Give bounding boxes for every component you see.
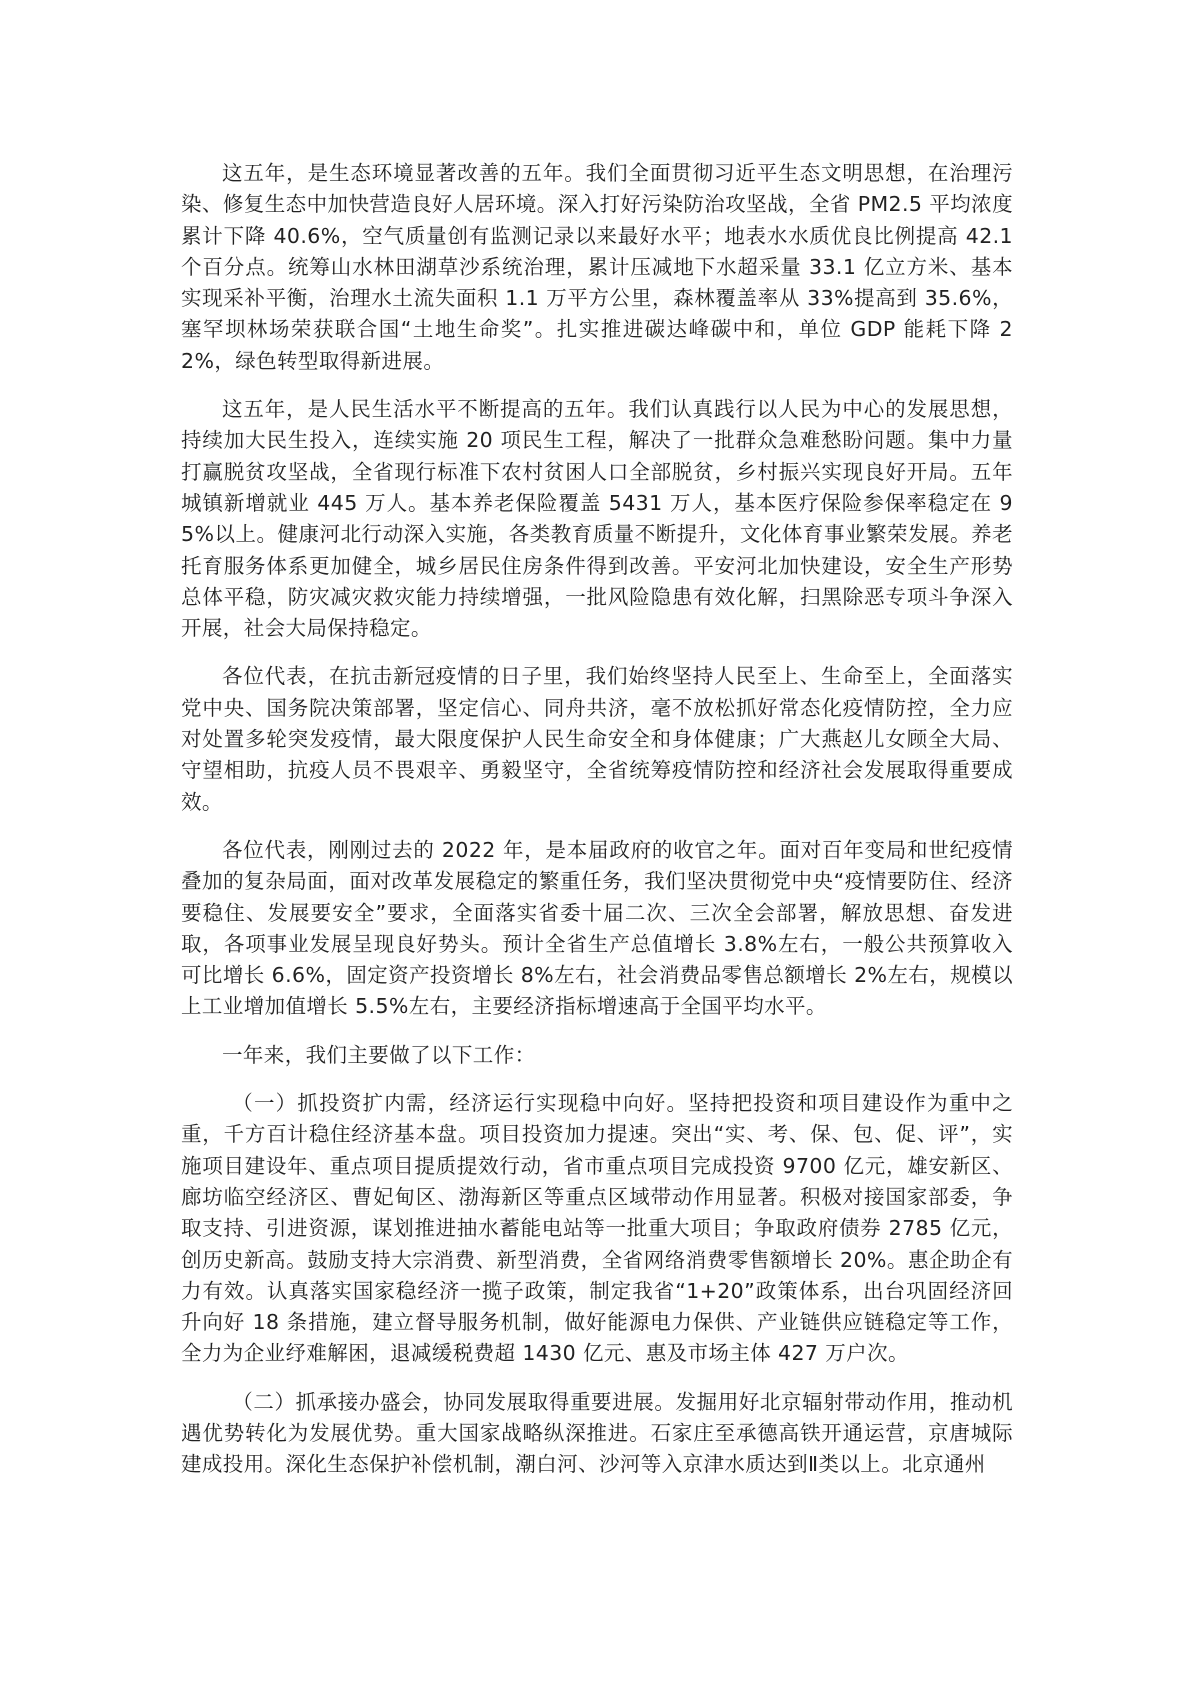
paragraph-work-intro: 一年来，我们主要做了以下工作： (222, 1042, 536, 1067)
paragraph-ecology: 这五年，是生态环境显著改善的五年。我们全面贯彻习近平生态文明思想，在治理污染、修复生态中加快营造良好人居环境。深入打好污染防治攻坚战，全省 PM2.5 平均浓度累计下降 40.6%，空气质量创有监测记录以来最好水平；地表水水质优良比例提高 42.1 个百分点。统筹山水林田湖草沙系统治理，累计压减地下水超采量 33.1 亿立方米、基本实现采补平衡，治理水土流失面积 1.1 万平方公里，森林覆盖率从 33%提高到 35.6%，塞罕坝林场荣获联合国“土地生命奖”。扎实推进碳达峰碳中和，单位 GDP 能耗下降 22%，绿色转型取得新进展。 (181, 161, 1013, 373)
paragraph-pandemic: 各位代表，在抗击新冠疫情的日子里，我们始终坚持人民至上、生命至上，全面落实党中央、国务院决策部署，坚定信心、同舟共济，毫不放松抓好常态化疫情防控，全力应对处置多轮突发疫情，最大限度保护人民生命安全和身体健康；广大燕赵儿女顾全大局、守望相助，抗疫人员不畏艰辛、勇毅坚守，全省统筹疫情防控和经济社会发展取得重要成效。 (181, 664, 1013, 814)
document-body (181, 158, 1013, 1498)
paragraph-livelihood: 这五年，是人民生活水平不断提高的五年。我们认真践行以人民为中心的发展思想，持续加大民生投入，连续实施 20 项民生工程，解决了一批群众急难愁盼问题。集中力量打赢脱贫攻坚战，全省现行标准下农村贫困人口全部脱贫，乡村振兴实现良好开局。五年城镇新增就业 445 万人。基本养老保险覆盖 5431 万人，基本医疗保险参保率稳定在 95%以上。健康河北行动深入实施，各类教育质量不断提升，文化体育事业繁荣发展。养老托育服务体系更加健全，城乡居民住房条件得到改善。平安河北加快建设，安全生产形势总体平稳，防灾减灾救灾能力持续增强，一批风险隐患有效化解，扫黑除恶专项斗争深入开展，社会大局保持稳定。 (181, 397, 1013, 641)
paragraph-section-2: （二）抓承接办盛会，协同发展取得重要进展。发掘用好北京辐射带动作用，推动机遇优势转化为发展优势。重大国家战略纵深推进。石家庄至承德高铁开通运营，京唐城际建成投用。深化生态保护补偿机制，潮白河、沙河等入京津水质达到Ⅱ类以上。北京通州 (181, 1389, 1013, 1477)
paragraph-2022-summary: 各位代表，刚刚过去的 2022 年，是本届政府的收官之年。面对百年变局和世纪疫情叠加的复杂局面，面对改革发展稳定的繁重任务，我们坚决贯彻党中央“疫情要防住、经济要稳住、发展要安全”要求，全面落实省委十届二次、三次全会部署，解放思想、奋发进取，各项事业发展呈现良好势头。预计全省生产总值增长 3.8%左右，一般公共预算收入可比增长 6.6%，固定资产投资增长 8%左右，社会消费品零售总额增长 2%左右，规模以上工业增加值增长 5.5%左右，主要经济指标增速高于全国平均水平。 (181, 837, 1013, 1019)
paragraph-section-1: （一）抓投资扩内需，经济运行实现稳中向好。坚持把投资和项目建设作为重中之重，千方百计稳住经济基本盘。项目投资加力提速。突出“实、考、保、包、促、评”，实施项目建设年、重点项目提质提效行动，省市重点项目完成投资 9700 亿元，雄安新区、廊坊临空经济区、曹妃甸区、渤海新区等重点区域带动作用显著。积极对接国家部委，争取支持、引进资源，谋划推进抽水蓄能电站等一批重大项目；争取政府债券 2785 亿元，创历史新高。鼓励支持大宗消费、新型消费，全省网络消费零售额增长 20%。惠企助企有力有效。认真落实国家稳经济一揽子政策，制定我省“1+20”政策体系，出台巩固经济回升向好 18 条措施，建立督导服务机制，做好能源电力保供、产业链供应链稳定等工作，全力为企业纾难解困，退减缓税费超 1430 亿元、惠及市场主体 427 万户次。 (181, 1091, 1013, 1366)
